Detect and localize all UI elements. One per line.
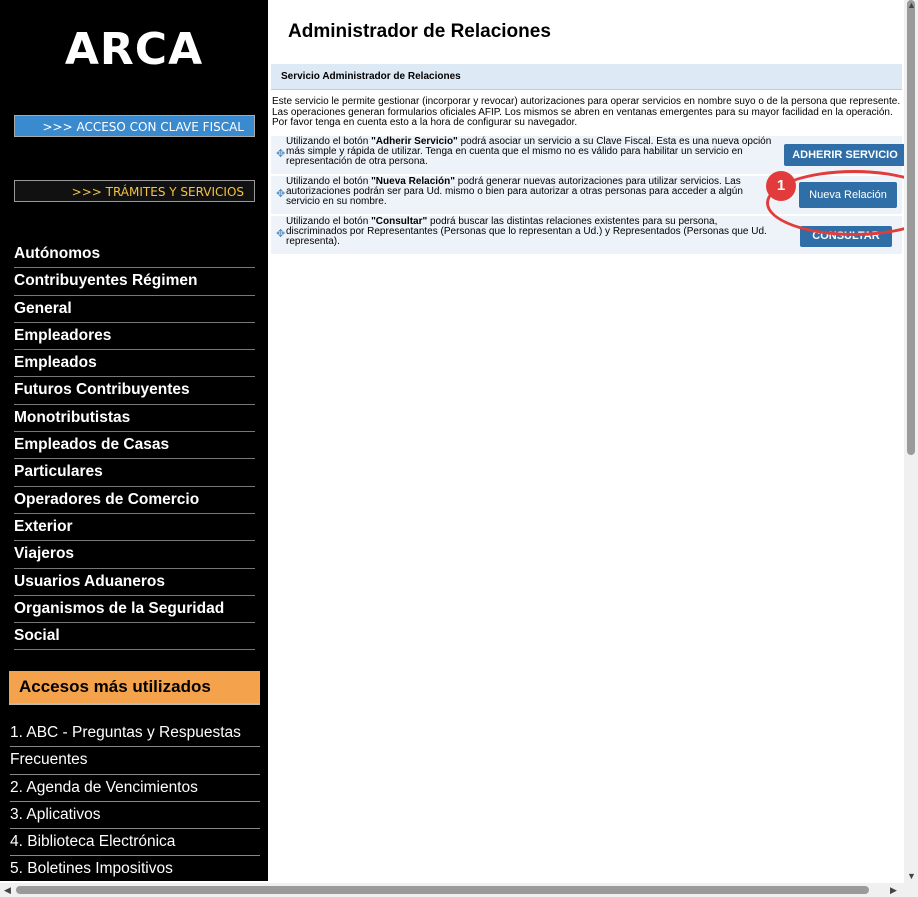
option-row-adherir: [271, 136, 902, 174]
category-link-monotributistas[interactable]: Monotributistas: [14, 405, 255, 432]
scroll-down-arrow-icon[interactable]: ▼: [907, 871, 916, 881]
option-pre-text: Utilizando el botón: [286, 136, 372, 147]
category-link-general[interactable]: General: [14, 296, 255, 323]
scroll-right-arrow-icon[interactable]: ▶: [890, 885, 897, 895]
category-link-operadores-comercio[interactable]: Operadores de Comercio: [14, 487, 255, 514]
category-list: [14, 241, 255, 650]
option-text-cell: [271, 176, 774, 214]
category-link-usuarios-aduaneros[interactable]: Usuarios Aduaneros: [14, 569, 255, 596]
section-header: Servicio Administrador de Relaciones: [271, 64, 902, 90]
intro-text: Este servicio le permite gestionar (incorporar y revocar) autorizaciones para operar servicios en nombre suyo o de la persona que represente. Las operaciones generan formularios oficiales AFIP. Los mismos se abren en ventanas emergentes para su mayor facilidad en la operación. Por favor tenga en cuenta esto a la hora de configurar su navegador.: [272, 96, 901, 128]
option-description: [286, 216, 774, 246]
tramites-servicios-button[interactable]: >>> TRÁMITES Y SERVICIOS: [14, 180, 255, 202]
acceso-clave-fiscal-button[interactable]: >>> ACCESO CON CLAVE FISCAL: [14, 115, 255, 137]
acceso-link-abc[interactable]: 1. ABC - Preguntas y Respuestas: [10, 720, 260, 747]
category-link-social[interactable]: Social: [14, 623, 255, 650]
option-description: [286, 176, 774, 206]
horizontal-scroll-thumb[interactable]: [16, 886, 869, 894]
option-post-text: podrá asociar un servicio a su Clave Fiscal. Esta es una nueva opción más simple y rápida de utilizar. Tenga en cuenta que el mismo no es válido para habilitar un servicio en representación de otra persona.: [286, 136, 772, 167]
accesos-list: [10, 720, 260, 884]
acceso-link-boletines[interactable]: 5. Boletines Impositivos: [10, 856, 260, 883]
arca-logo[interactable]: ARCA: [64, 24, 204, 75]
category-link-empleados[interactable]: Empleados: [14, 350, 255, 377]
consultar-button[interactable]: CONSULTAR: [800, 226, 892, 247]
category-link-autonomos[interactable]: Autónomos: [14, 241, 255, 268]
sidebar: [0, 0, 268, 881]
option-post-text: podrá buscar las distintas relaciones existentes para su persona, discriminados por Representantes (Personas que lo representan a Ud.) y Representados (Personas que Ud. representa).: [286, 216, 767, 247]
option-bold-text: "Consultar": [371, 216, 428, 227]
option-post-text: podrá generar nuevas autorizaciones para utilizar servicios. Las autorizaciones podrán ser para Ud. mismo o bien para autorizar a otras personas para acceder a algún servicio en su nombre.: [286, 176, 743, 207]
vertical-scrollbar[interactable]: [904, 0, 918, 883]
option-pre-text: Utilizando el botón: [286, 176, 372, 187]
bullet-icon: ✥: [276, 188, 286, 200]
category-link-exterior[interactable]: Exterior: [14, 514, 255, 541]
acceso-link-agenda[interactable]: 2. Agenda de Vencimientos: [10, 775, 260, 802]
option-description: [286, 136, 774, 166]
option-text-cell: [271, 216, 774, 254]
acceso-link-aplicativos[interactable]: 3. Aplicativos: [10, 802, 260, 829]
acceso-link-frecuentes[interactable]: Frecuentes: [10, 747, 260, 774]
scroll-up-arrow-icon[interactable]: ▲: [907, 0, 916, 10]
option-pre-text: Utilizando el botón: [286, 216, 372, 227]
category-link-particulares[interactable]: Particulares: [14, 459, 255, 486]
page-title: Administrador de Relaciones: [288, 21, 551, 42]
bullet-icon: ✥: [276, 148, 286, 160]
category-link-viajeros[interactable]: Viajeros: [14, 541, 255, 568]
option-button-cell: [777, 136, 902, 174]
nueva-relacion-button[interactable]: Nueva Relación: [799, 182, 897, 208]
accesos-header: Accesos más utilizados: [9, 671, 260, 705]
adherir-servicio-button[interactable]: ADHERIR SERVICIO: [784, 144, 906, 166]
category-link-empleadores[interactable]: Empleadores: [14, 323, 255, 350]
bullet-icon: ✥: [276, 228, 286, 240]
acceso-link-biblioteca[interactable]: 4. Biblioteca Electrónica: [10, 829, 260, 856]
category-link-contribuyentes-regimen[interactable]: Contribuyentes Régimen: [14, 268, 255, 295]
category-link-empleados-casas[interactable]: Empleados de Casas: [14, 432, 255, 459]
horizontal-scrollbar[interactable]: [0, 883, 918, 897]
step-number-badge: 1: [766, 171, 796, 201]
vertical-scroll-thumb[interactable]: [907, 0, 915, 455]
option-bold-text: "Nueva Relación": [371, 176, 456, 187]
category-link-futuros-contribuyentes[interactable]: Futuros Contribuyentes: [14, 377, 255, 404]
category-link-organismos-seguridad[interactable]: Organismos de la Seguridad: [14, 596, 255, 623]
option-text-cell: [271, 136, 774, 174]
option-bold-text: "Adherir Servicio": [371, 136, 458, 147]
scroll-left-arrow-icon[interactable]: ◀: [4, 885, 11, 895]
